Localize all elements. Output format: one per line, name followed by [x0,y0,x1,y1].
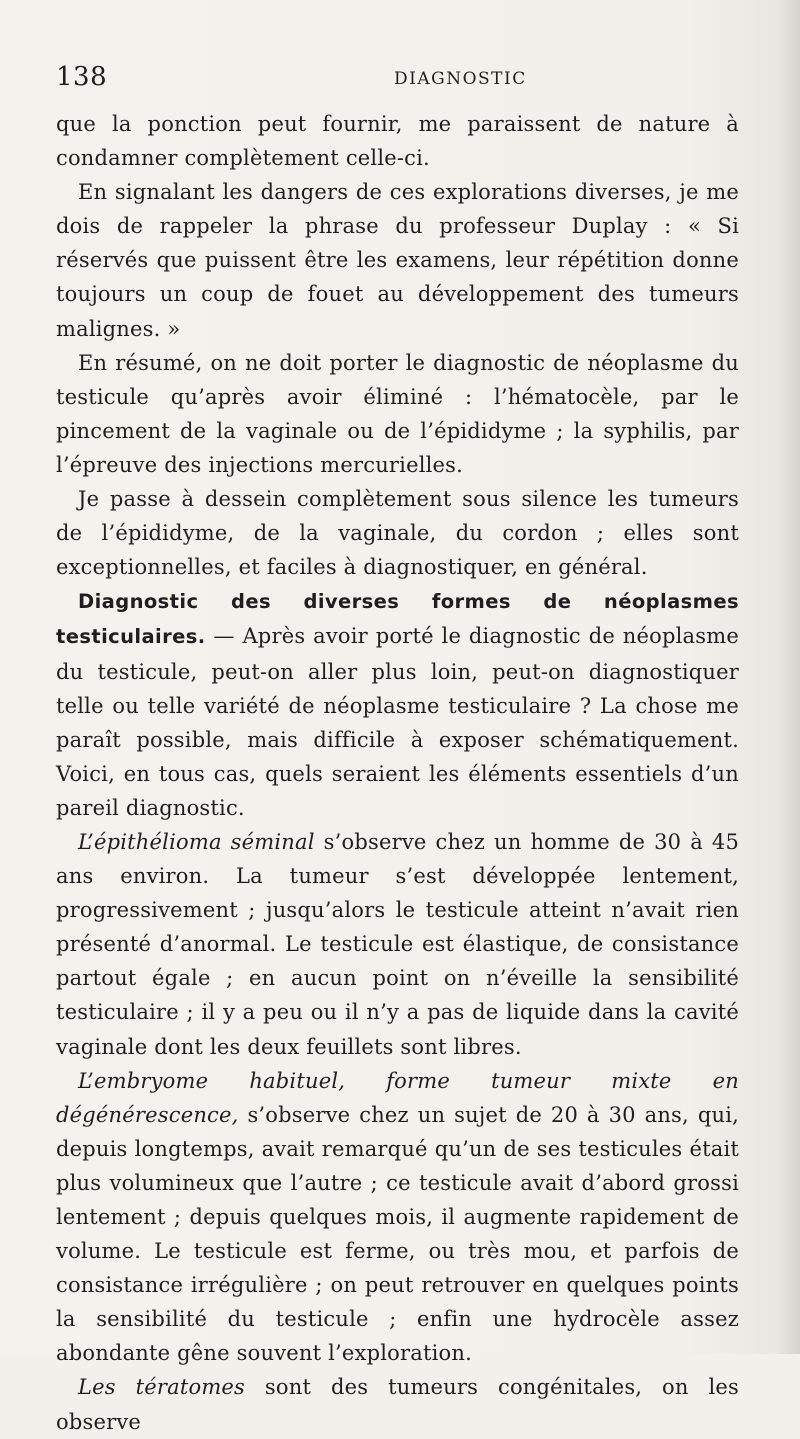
italic-term-epithelioma: L’épithélioma séminal [78,829,315,854]
italic-term-teratomas: Les tératomes [78,1375,246,1400]
paragraph-duplay-quote: En signalant les dangers de ces explorations diverses, je me dois de rappeler la phrase du professeur Duplay : « Si réservés que puissent être les examens, leur répétition donne toujours un coup de fouet au développement des tumeurs malignes. » [56,180,739,341]
paragraph-teratomas-body: sont des tumeurs congénitales, on les observe [56,1375,739,1434]
paragraph-diverse-forms [56,584,739,825]
section-heading: Diagnostic des diverses formes de néoplasmes testiculaires. [56,590,739,649]
paragraph-embryoma-body: s’observe chez un sujet de 20 à 30 ans, qui, depuis longtemps, avait remarqué qu’un de ses testicules était plus volumineux que l’autre ; ce testicule avait d’abord grossi lentement ; depuis quelques mois, il augmente rapidement de volume. Le testicule est ferme, ou très mou, et parfois de consistance irrégulière ; on peut retrouver en quelques points la sensibilité du testicule ; enfin une hydrocèle assez abondante gêne souvent l’exploration. [56,1102,739,1366]
paragraph-seminal-epithelioma-body: s’observe chez un homme de 30 à 45 ans environ. La tumeur s’est développée lentement, progressivement ; jusqu’alors le testicule atteint n’avait rien présenté d’anormal. Le testicule est élastique, de consistance partout égale ; en aucun point on n’éveille la sensibilité testiculaire ; il y a peu ou il n’y a pas de liquide dans la cavité vaginale dont les deux feuillets sont libres. [56,829,740,1059]
page-number: 138 [56,62,108,92]
paragraph-continued: que la ponction peut fournir, me paraissent de nature à condamner complètement celle-ci. [56,112,739,171]
paragraph-diverse-forms-body: — Après avoir porté le diagnostic de néoplasme du testicule, peut-on aller plus loin, peut-on diagnostiquer telle ou telle variété de néoplasme testiculaire ? La chose me paraît possible, mais difficile à exposer schématiquement. Voici, en tous cas, quels seraient les éléments essentiels d’un pareil diagnostic. [56,624,739,820]
page-header [56,62,740,96]
italic-term-embryoma: L’embryome habituel, forme tumeur mixte en dégénérescence, [56,1068,739,1127]
body-text [56,107,739,1439]
running-title: DIAGNOSTIC [394,69,527,89]
paragraph-seminal-epithelioma [56,825,739,1064]
paragraph-embryoma [56,1064,739,1371]
paragraph-teratomas [56,1370,739,1438]
paragraph-epididymis: Je passe à dessein complètement sous silence les tumeurs de l’épididyme, de la vaginale, du cordon ; elles sont exceptionnelles, et faciles à diagnostiquer, en général. [56,487,739,580]
paragraph-summary: En résumé, on ne doit porter le diagnostic de néoplasme du testicule qu’après avoir éliminé : l’hématocèle, par le pincement de la vaginale ou de l’épididyme ; la syphilis, par l’épreuve des injections mercurielles. [56,350,739,477]
